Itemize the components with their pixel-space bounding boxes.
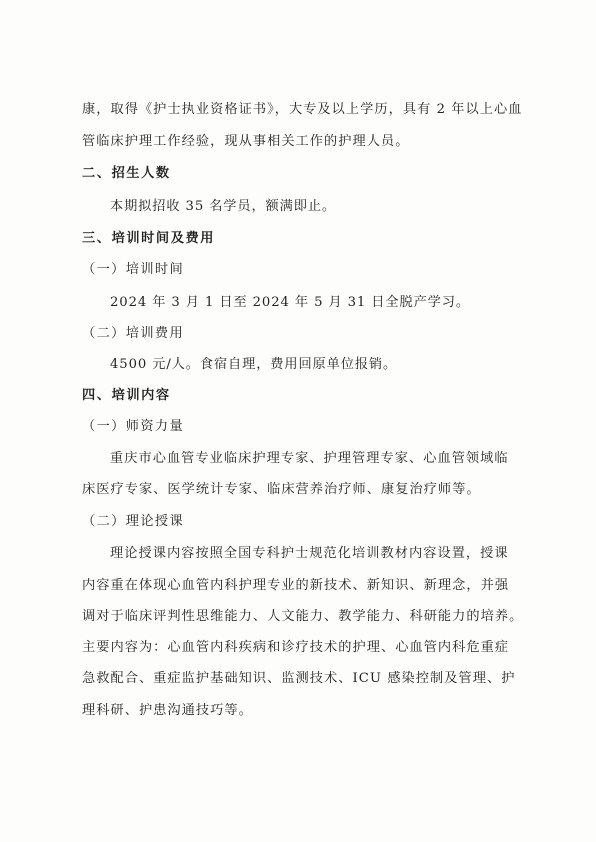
theory-line-4: 主要内容为：心血管内科疾病和诊疗技术的护理、心血管内科危重症 [82,640,510,655]
faculty-line-1: 重庆市心血管专业临床护理专家、护理管理专家、心血管领域临 [110,451,509,466]
theory-line-3: 调对于临床评判性思维能力、人文能力、教学能力、科研能力的培养。 [82,609,524,624]
enrollment-text: 本期拟招收 35 名学员，额满即止。 [110,199,336,214]
theory-line-5: 急救配合、重症监护基础知识、监测技术、ICU 感染控制及管理、护 [82,671,516,686]
section-heading-content: 四、培训内容 [82,388,171,403]
theory-line-2: 内容重在体现心血管内科护理专业的新技术、新知识、新理念，并强 [82,578,510,593]
paragraph-line-2: 管临床护理工作经验，现从事相关工作的护理人员。 [82,134,410,149]
theory-line-6: 理科研、护患沟通技巧等。 [82,703,253,718]
subheading-theory: （二）理论授课 [82,514,185,529]
subheading-faculty: （一）师资力量 [82,419,185,434]
training-fee-text: 4500 元/人。食宿自理，费用回原单位报销。 [110,357,398,372]
theory-line-1: 理论授课内容按照全国专科护士规范化培训教材内容设置，授课 [110,546,509,561]
section-heading-enrollment: 二、招生人数 [82,166,171,181]
subheading-training-time: （一）培训时间 [82,262,185,277]
subheading-training-fee: （二）培训费用 [82,326,185,341]
faculty-line-2: 床医疗专家、医学统计专家、临床营养治疗师、康复治疗师等。 [82,482,481,497]
paragraph-line-1: 康，取得《护士执业资格证书》，大专及以上学历，具有 2 年以上心血 [82,102,523,117]
training-time-text: 2024 年 3 月 1 日至 2024 年 5 月 31 日全脱产学习。 [110,295,470,310]
section-heading-time-cost: 三、培训时间及费用 [82,231,216,246]
